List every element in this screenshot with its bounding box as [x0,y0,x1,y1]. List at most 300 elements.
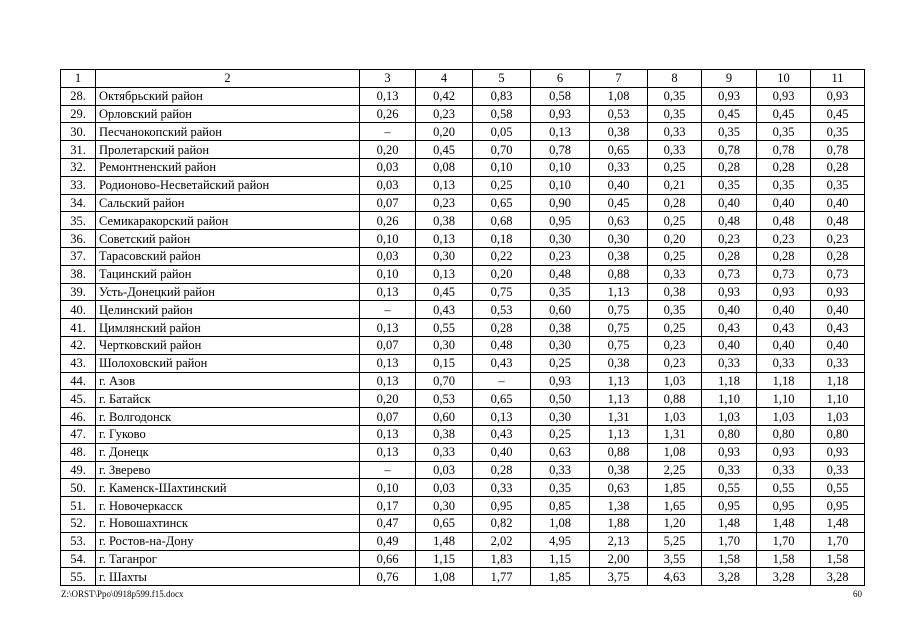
value-cell-col-3: 0,03 [360,247,416,265]
value-cell-col-6: 0,58 [531,87,590,105]
value-cell-col-10: 0,35 [757,176,811,194]
value-cell-col-4: 0,13 [416,176,473,194]
value-cell-col-9: 0,28 [702,247,757,265]
value-cell-col-10: 0,40 [757,301,811,319]
value-cell-col-7: 0,38 [590,247,648,265]
value-cell-col-6: 0,63 [531,443,590,461]
district-name: Песчанокопский район [96,123,360,141]
value-cell-col-8: 0,38 [648,283,702,301]
header-cell-5: 5 [473,70,531,88]
value-cell-col-6: 0,35 [531,283,590,301]
value-cell-col-5: 0,65 [473,390,531,408]
row-number: 38. [61,265,96,283]
value-cell-col-11: 0,33 [811,461,865,479]
value-cell-col-3: 0,10 [360,265,416,283]
value-cell-col-4: 0,08 [416,158,473,176]
value-cell-col-11: 0,35 [811,176,865,194]
district-name: г. Новошахтинск [96,514,360,532]
table-row [61,283,865,301]
district-name: Родионово-Несветайский район [96,176,360,194]
value-cell-col-4: 0,60 [416,408,473,426]
value-cell-col-9: 0,23 [702,230,757,248]
header-cell-8: 8 [648,70,702,88]
value-cell-col-3: 0,47 [360,514,416,532]
value-cell-col-10: 0,73 [757,265,811,283]
value-cell-col-9: 0,95 [702,497,757,515]
header-cell-9: 9 [702,70,757,88]
value-cell-col-8: 1,85 [648,479,702,497]
value-cell-col-10: 1,58 [757,550,811,568]
value-cell-col-10: 0,28 [757,158,811,176]
district-name: Советский район [96,230,360,248]
value-cell-col-4: 1,15 [416,550,473,568]
value-cell-col-8: 3,55 [648,550,702,568]
district-name: г. Азов [96,372,360,390]
value-cell-col-9: 0,93 [702,283,757,301]
row-number: 46. [61,408,96,426]
value-cell-col-5: 0,05 [473,123,531,141]
value-cell-col-6: 0,30 [531,336,590,354]
row-number: 45. [61,390,96,408]
value-cell-col-10: 0,23 [757,230,811,248]
value-cell-col-7: 0,75 [590,301,648,319]
row-number: 42. [61,336,96,354]
table-row [61,247,865,265]
value-cell-col-4: 0,42 [416,87,473,105]
value-cell-col-11: 0,23 [811,230,865,248]
value-cell-col-9: 0,43 [702,319,757,337]
value-cell-col-6: 0,10 [531,158,590,176]
value-cell-col-11: 0,43 [811,319,865,337]
header-cell-11: 11 [811,70,865,88]
value-cell-col-9: 1,18 [702,372,757,390]
value-cell-col-10: 0,78 [757,141,811,159]
value-cell-col-11: 0,40 [811,336,865,354]
value-cell-col-11: 0,28 [811,247,865,265]
row-number: 55. [61,568,96,586]
table-row [61,497,865,515]
table-row [61,87,865,105]
value-cell-col-10: 3,28 [757,568,811,586]
value-cell-col-3: 0,10 [360,230,416,248]
value-cell-col-5: 0,28 [473,461,531,479]
table-row [61,354,865,372]
row-number: 36. [61,230,96,248]
district-name: Чертковский район [96,336,360,354]
row-number: 31. [61,141,96,159]
value-cell-col-3: 0,07 [360,408,416,426]
value-cell-col-3: 0,26 [360,212,416,230]
value-cell-col-5: 0,10 [473,158,531,176]
value-cell-col-4: 0,30 [416,336,473,354]
value-cell-col-8: 1,03 [648,408,702,426]
value-cell-col-11: 1,10 [811,390,865,408]
header-cell-7: 7 [590,70,648,88]
value-cell-col-9: 0,28 [702,158,757,176]
header-cell-3: 3 [360,70,416,88]
value-cell-col-11: 0,80 [811,425,865,443]
table-row [61,301,865,319]
value-cell-col-11: 1,03 [811,408,865,426]
value-cell-col-6: 0,38 [531,319,590,337]
value-cell-col-7: 1,13 [590,372,648,390]
table-row [61,319,865,337]
value-cell-col-4: 0,45 [416,141,473,159]
table-row [61,176,865,194]
value-cell-col-4: 0,53 [416,390,473,408]
value-cell-col-11: 0,40 [811,301,865,319]
value-cell-col-9: 0,73 [702,265,757,283]
data-table [60,69,865,586]
value-cell-col-4: 0,13 [416,265,473,283]
value-cell-col-3: 0,66 [360,550,416,568]
value-cell-col-8: 0,33 [648,123,702,141]
value-cell-col-4: 0,03 [416,461,473,479]
value-cell-col-10: 0,48 [757,212,811,230]
value-cell-col-6: 0,33 [531,461,590,479]
value-cell-col-7: 0,38 [590,354,648,372]
value-cell-col-5: 0,43 [473,354,531,372]
value-cell-col-9: 0,80 [702,425,757,443]
value-cell-col-7: 0,75 [590,319,648,337]
value-cell-col-5: 0,13 [473,408,531,426]
value-cell-col-5: 0,70 [473,141,531,159]
row-number: 40. [61,301,96,319]
district-name: Тацинский район [96,265,360,283]
row-number: 29. [61,105,96,123]
district-name: г. Гуково [96,425,360,443]
value-cell-col-10: 1,03 [757,408,811,426]
value-cell-col-9: 3,28 [702,568,757,586]
value-cell-col-6: 0,95 [531,212,590,230]
table-row [61,141,865,159]
value-cell-col-7: 1,31 [590,408,648,426]
value-cell-col-6: 1,08 [531,514,590,532]
table-header-row [61,70,865,88]
value-cell-col-3: 0,10 [360,479,416,497]
district-name: Шолоховский район [96,354,360,372]
value-cell-col-4: 0,38 [416,212,473,230]
value-cell-col-9: 0,33 [702,461,757,479]
table-row [61,532,865,550]
value-cell-col-10: 0,43 [757,319,811,337]
value-cell-col-11: 0,33 [811,354,865,372]
value-cell-col-10: 0,93 [757,87,811,105]
value-cell-col-7: 1,13 [590,425,648,443]
value-cell-col-10: 0,93 [757,443,811,461]
value-cell-col-8: 1,08 [648,443,702,461]
value-cell-col-10: 0,55 [757,479,811,497]
value-cell-col-7: 0,40 [590,176,648,194]
value-cell-col-9: 0,40 [702,301,757,319]
value-cell-col-5: 0,18 [473,230,531,248]
value-cell-col-8: 0,23 [648,336,702,354]
district-name: Октябрьский район [96,87,360,105]
value-cell-col-4: 0,23 [416,105,473,123]
value-cell-col-7: 1,38 [590,497,648,515]
value-cell-col-4: 0,43 [416,301,473,319]
row-number: 32. [61,158,96,176]
value-cell-col-5: 1,77 [473,568,531,586]
value-cell-col-3: 0,13 [360,425,416,443]
value-cell-col-9: 0,40 [702,194,757,212]
value-cell-col-4: 0,33 [416,443,473,461]
value-cell-col-4: 0,65 [416,514,473,532]
value-cell-col-5: 0,65 [473,194,531,212]
value-cell-col-3: 0,13 [360,283,416,301]
value-cell-col-11: 0,78 [811,141,865,159]
table-row [61,550,865,568]
value-cell-col-4: 0,38 [416,425,473,443]
value-cell-col-11: 0,93 [811,87,865,105]
table-row [61,514,865,532]
value-cell-col-7: 1,13 [590,390,648,408]
value-cell-col-10: 1,18 [757,372,811,390]
value-cell-col-7: 0,65 [590,141,648,159]
value-cell-col-7: 0,63 [590,212,648,230]
value-cell-col-10: 0,33 [757,461,811,479]
value-cell-col-7: 0,53 [590,105,648,123]
district-name: г. Донецк [96,443,360,461]
value-cell-col-8: 1,20 [648,514,702,532]
value-cell-col-6: 0,25 [531,425,590,443]
row-number: 44. [61,372,96,390]
value-cell-col-11: 0,95 [811,497,865,515]
row-number: 34. [61,194,96,212]
value-cell-col-6: 0,13 [531,123,590,141]
value-cell-col-7: 2,00 [590,550,648,568]
district-name: Ремонтненский район [96,158,360,176]
value-cell-col-4: 0,23 [416,194,473,212]
table-row [61,461,865,479]
header-cell-2: 2 [96,70,360,88]
district-name: Семикаракорский район [96,212,360,230]
district-name: г. Новочеркасск [96,497,360,515]
district-name: Орловский район [96,105,360,123]
value-cell-col-6: 0,48 [531,265,590,283]
value-cell-col-9: 0,55 [702,479,757,497]
value-cell-col-9: 1,10 [702,390,757,408]
value-cell-col-8: 0,25 [648,319,702,337]
value-cell-col-9: 0,93 [702,87,757,105]
value-cell-col-4: 0,20 [416,123,473,141]
value-cell-col-5: 0,22 [473,247,531,265]
value-cell-col-3: 0,17 [360,497,416,515]
value-cell-col-10: 0,45 [757,105,811,123]
value-cell-col-9: 0,45 [702,105,757,123]
row-number: 47. [61,425,96,443]
value-cell-col-8: 0,88 [648,390,702,408]
value-cell-col-6: 4,95 [531,532,590,550]
value-cell-col-5: 0,33 [473,479,531,497]
value-cell-col-4: 1,48 [416,532,473,550]
value-cell-col-3: 0,49 [360,532,416,550]
value-cell-col-11: 0,93 [811,283,865,301]
value-cell-col-3: – [360,461,416,479]
table-row [61,479,865,497]
value-cell-col-8: 0,35 [648,105,702,123]
footer-page-number: 60 [853,589,862,599]
row-number: 41. [61,319,96,337]
table-row [61,212,865,230]
value-cell-col-8: 1,31 [648,425,702,443]
value-cell-col-3: 0,13 [360,319,416,337]
value-cell-col-10: 0,28 [757,247,811,265]
value-cell-col-7: 1,13 [590,283,648,301]
value-cell-col-6: 0,30 [531,230,590,248]
header-cell-1: 1 [61,70,96,88]
value-cell-col-8: 0,23 [648,354,702,372]
value-cell-col-6: 0,93 [531,105,590,123]
value-cell-col-8: 1,03 [648,372,702,390]
value-cell-col-11: 1,48 [811,514,865,532]
district-name: Пролетарский район [96,141,360,159]
row-number: 50. [61,479,96,497]
district-name: г. Таганрог [96,550,360,568]
value-cell-col-3: 0,07 [360,194,416,212]
header-cell-4: 4 [416,70,473,88]
value-cell-col-8: 0,25 [648,247,702,265]
district-name: г. Шахты [96,568,360,586]
district-name: г. Волгодонск [96,408,360,426]
value-cell-col-5: 0,20 [473,265,531,283]
value-cell-col-6: 0,78 [531,141,590,159]
district-name: г. Каменск-Шахтинский [96,479,360,497]
value-cell-col-10: 0,95 [757,497,811,515]
value-cell-col-8: 0,21 [648,176,702,194]
value-cell-col-3: – [360,123,416,141]
value-cell-col-7: 0,38 [590,461,648,479]
table-row [61,105,865,123]
value-cell-col-7: 0,30 [590,230,648,248]
value-cell-col-7: 1,08 [590,87,648,105]
value-cell-col-5: 0,40 [473,443,531,461]
value-cell-col-8: 0,25 [648,158,702,176]
value-cell-col-3: 0,20 [360,390,416,408]
value-cell-col-8: 0,33 [648,265,702,283]
value-cell-col-3: 0,03 [360,158,416,176]
value-cell-col-8: 0,35 [648,301,702,319]
value-cell-col-9: 0,48 [702,212,757,230]
district-name: г. Ростов-на-Дону [96,532,360,550]
value-cell-col-6: 0,60 [531,301,590,319]
value-cell-col-3: 0,26 [360,105,416,123]
table-row [61,390,865,408]
value-cell-col-11: 0,45 [811,105,865,123]
value-cell-col-8: 1,65 [648,497,702,515]
table-row [61,123,865,141]
value-cell-col-4: 0,45 [416,283,473,301]
value-cell-col-7: 0,33 [590,158,648,176]
value-cell-col-8: 2,25 [648,461,702,479]
value-cell-col-3: 0,76 [360,568,416,586]
row-number: 37. [61,247,96,265]
value-cell-col-9: 0,35 [702,123,757,141]
value-cell-col-4: 0,15 [416,354,473,372]
value-cell-col-10: 1,48 [757,514,811,532]
value-cell-col-8: 0,20 [648,230,702,248]
value-cell-col-8: 0,33 [648,141,702,159]
value-cell-col-4: 0,55 [416,319,473,337]
value-cell-col-11: 1,70 [811,532,865,550]
row-number: 30. [61,123,96,141]
district-name: г. Зверево [96,461,360,479]
value-cell-col-10: 0,40 [757,194,811,212]
value-cell-col-7: 1,88 [590,514,648,532]
value-cell-col-11: 0,40 [811,194,865,212]
value-cell-col-6: 0,25 [531,354,590,372]
value-cell-col-5: 0,82 [473,514,531,532]
district-name: Целинский район [96,301,360,319]
value-cell-col-7: 0,45 [590,194,648,212]
value-cell-col-6: 0,93 [531,372,590,390]
value-cell-col-3: 0,13 [360,443,416,461]
row-number: 48. [61,443,96,461]
table-row [61,425,865,443]
row-number: 53. [61,532,96,550]
value-cell-col-6: 0,10 [531,176,590,194]
value-cell-col-7: 0,88 [590,265,648,283]
value-cell-col-6: 1,85 [531,568,590,586]
row-number: 51. [61,497,96,515]
value-cell-col-7: 0,88 [590,443,648,461]
value-cell-col-6: 0,90 [531,194,590,212]
value-cell-col-6: 1,15 [531,550,590,568]
value-cell-col-3: 0,13 [360,354,416,372]
value-cell-col-11: 1,58 [811,550,865,568]
value-cell-col-10: 1,70 [757,532,811,550]
row-number: 33. [61,176,96,194]
value-cell-col-10: 0,33 [757,354,811,372]
value-cell-col-6: 0,35 [531,479,590,497]
table-row [61,443,865,461]
value-cell-col-4: 1,08 [416,568,473,586]
value-cell-col-9: 1,03 [702,408,757,426]
value-cell-col-11: 0,55 [811,479,865,497]
value-cell-col-3: 0,13 [360,372,416,390]
table-row [61,336,865,354]
row-number: 43. [61,354,96,372]
value-cell-col-5: 0,95 [473,497,531,515]
value-cell-col-3: 0,13 [360,87,416,105]
value-cell-col-5: 0,75 [473,283,531,301]
value-cell-col-10: 0,35 [757,123,811,141]
row-number: 49. [61,461,96,479]
value-cell-col-8: 5,25 [648,532,702,550]
table-body [61,70,865,586]
value-cell-col-11: 0,93 [811,443,865,461]
row-number: 52. [61,514,96,532]
value-cell-col-7: 0,63 [590,479,648,497]
value-cell-col-8: 4,63 [648,568,702,586]
value-cell-col-8: 0,35 [648,87,702,105]
value-cell-col-3: 0,20 [360,141,416,159]
value-cell-col-4: 0,03 [416,479,473,497]
value-cell-col-5: 0,53 [473,301,531,319]
table-row [61,194,865,212]
value-cell-col-5: 1,83 [473,550,531,568]
value-cell-col-5: 0,43 [473,425,531,443]
value-cell-col-10: 1,10 [757,390,811,408]
value-cell-col-5: – [473,372,531,390]
value-cell-col-9: 0,40 [702,336,757,354]
footer-file-path: Z:\ORST\Ppo\0918p599.f15.docx [61,589,184,599]
district-name: Тарасовский район [96,247,360,265]
value-cell-col-4: 0,30 [416,497,473,515]
value-cell-col-6: 0,30 [531,408,590,426]
value-cell-col-10: 0,40 [757,336,811,354]
value-cell-col-4: 0,30 [416,247,473,265]
